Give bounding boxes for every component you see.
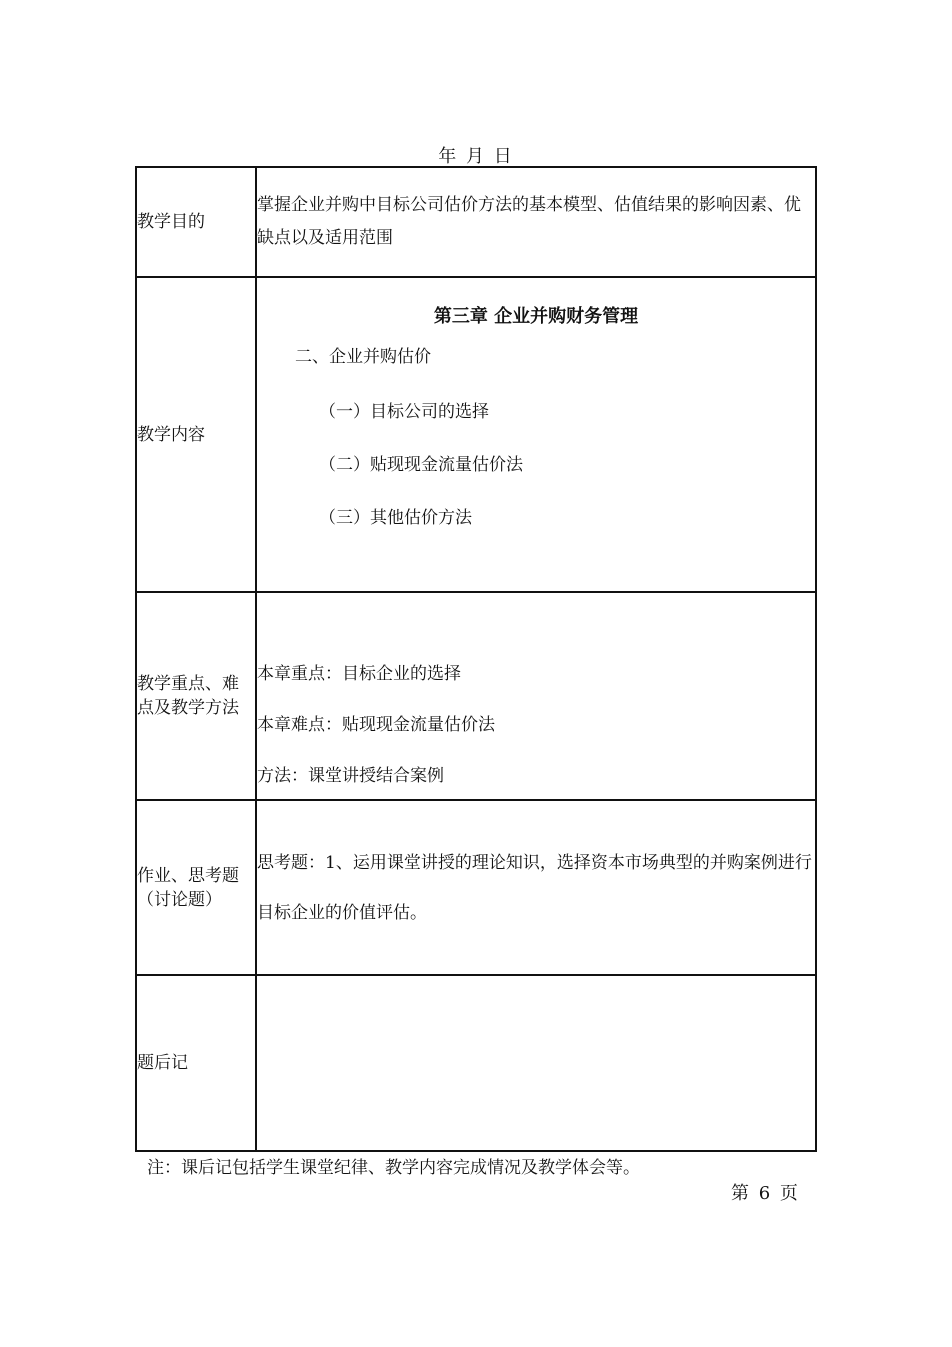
key-points-label: 教学重点、难点及教学方法	[136, 592, 256, 800]
afterword-label: 题后记	[136, 975, 256, 1151]
content-label: 教学内容	[136, 277, 256, 592]
table-row-content	[136, 277, 816, 592]
date-line: 年 月 日	[438, 146, 514, 167]
content-cell	[256, 277, 816, 592]
homework-text: 思考题：1、运用课堂讲授的理论知识，选择资本市场典型的并购案例进行目标企业的价值评估。	[256, 800, 816, 975]
difficulty-line: 本章难点：贴现现金流量估价法	[257, 714, 495, 735]
section-heading: 二、企业并购估价	[295, 346, 431, 367]
table-row-goal	[136, 167, 816, 277]
homework-label: 作业、思考题（讨论题）	[136, 800, 256, 975]
goal-label: 教学目的	[136, 167, 256, 277]
afterword-text	[256, 975, 816, 1151]
subsection-item: （三）其他估价方法	[319, 507, 472, 528]
focus-line: 本章重点：目标企业的选择	[257, 663, 461, 684]
footnote: 注：课后记包括学生课堂纪律、教学内容完成情况及教学体会等。	[147, 1158, 640, 1178]
lesson-plan-table	[135, 166, 817, 1152]
subsection-item: （二）贴现现金流量估价法	[319, 454, 523, 475]
page-number: 第 6 页	[731, 1183, 800, 1204]
goal-text: 掌握企业并购中目标公司估价方法的基本模型、估值结果的影响因素、优缺点以及适用范围	[256, 167, 816, 277]
table-row-homework	[136, 800, 816, 975]
key-points-cell	[256, 592, 816, 800]
table-row-key-points	[136, 592, 816, 800]
table-row-afterword	[136, 975, 816, 1151]
chapter-title: 第三章 企业并购财务管理	[433, 305, 639, 327]
subsection-item: （一）目标公司的选择	[319, 401, 489, 422]
method-line: 方法：课堂讲授结合案例	[257, 765, 444, 786]
